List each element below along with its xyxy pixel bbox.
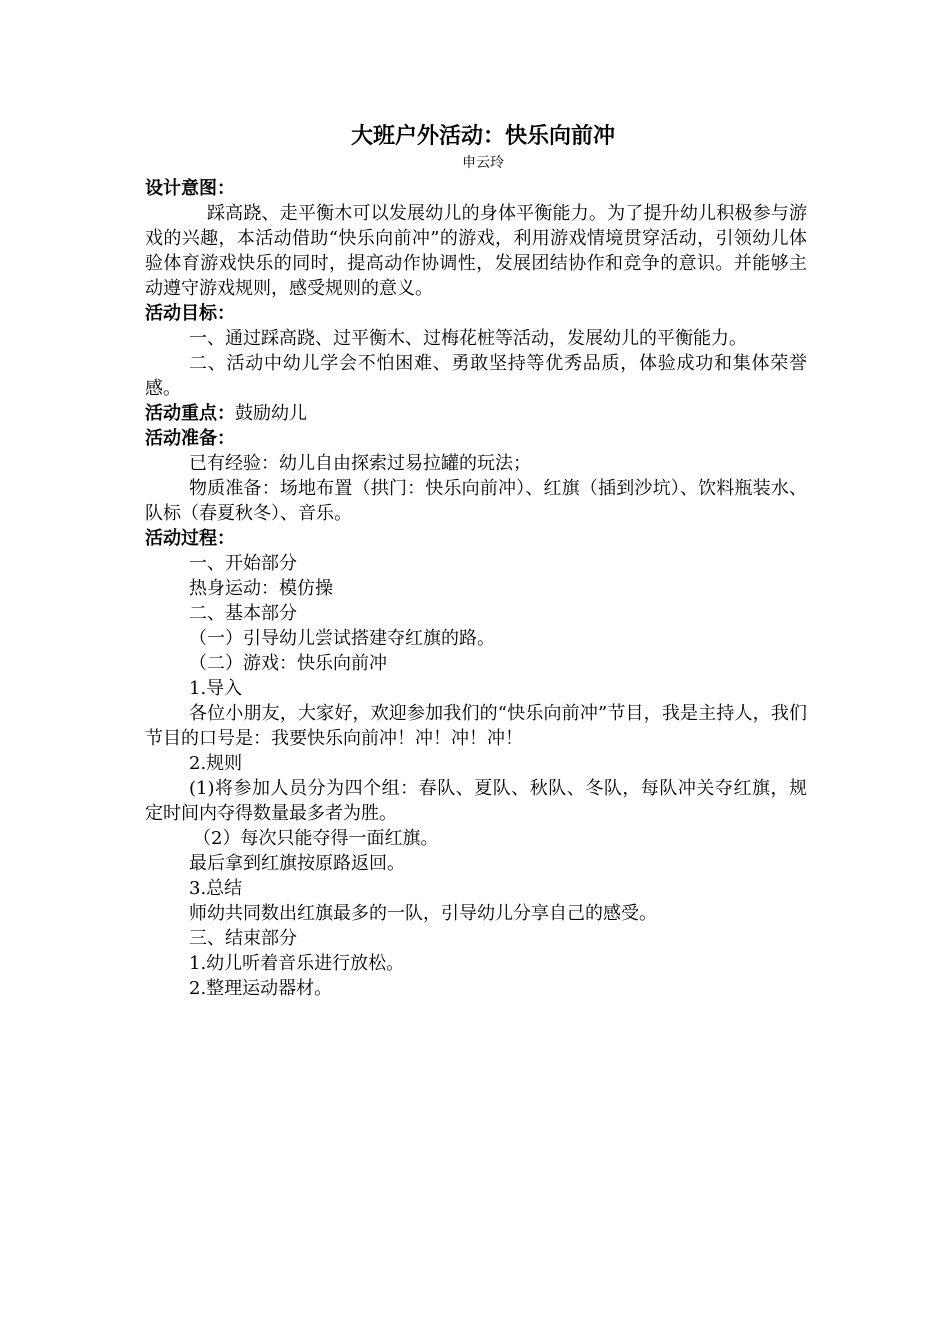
process-step: 2.整理运动器材。 — [189, 978, 333, 999]
prep-item: 已有经验：幼儿自由探索过易拉罐的玩法； — [189, 453, 531, 474]
focus-line — [145, 401, 807, 426]
process-step: 二、基本部分 — [189, 603, 297, 624]
process-heading: 活动过程： — [145, 528, 235, 549]
process-step: 2.规则 — [189, 753, 243, 774]
process-step: 1.导入 — [189, 678, 243, 699]
prep-item: 物质准备：场地布置（拱门：快乐向前冲）、红旗（插到沙坑）、饮料瓶装水、 队标（春夏秋冬）、音乐。 — [145, 478, 807, 524]
process-step: （一）引导幼儿尝试搭建夺红旗的路。 — [189, 628, 495, 649]
process-step: （2）每次只能夺得一面红旗。 — [193, 828, 439, 849]
process-step: 三、结束部分 — [189, 928, 297, 949]
focus-heading: 活动重点： — [145, 403, 235, 424]
process-step: (1)将参加人员分为四个组：春队、夏队、秋队、冬队，每队冲关夺红旗，规定时间内夺得数量最多者为胜。 — [145, 778, 807, 824]
focus-text: 鼓励幼儿 — [235, 403, 307, 424]
document-page — [145, 122, 807, 1001]
process-step: 师幼共同数出红旗最多的一队，引导幼儿分享自己的感受。 — [189, 903, 657, 924]
prep-heading: 活动准备： — [145, 428, 235, 449]
goal-item: 一、通过踩高跷、过平衡木、过梅花桩等活动，发展幼儿的平衡能力。 — [189, 328, 747, 349]
process-step: 3.总结 — [189, 878, 243, 899]
process-step: 最后拿到红旗按原路返回。 — [189, 853, 405, 874]
process-step: 各位小朋友，大家好，欢迎参加我们的“快乐向前冲”节目，我是主持人，我们节目的口号是：我要快乐向前冲！冲！冲！冲！ — [145, 703, 807, 749]
intent-heading: 设计意图： — [145, 178, 235, 199]
process-step: 1.幼儿听着音乐进行放松。 — [189, 953, 405, 974]
goal-item: 二、活动中幼儿学会不怕困难、勇敢坚持等优秀品质，体验成功和集体荣誉感。 — [145, 353, 807, 399]
process-step: 热身运动：模仿操 — [189, 578, 333, 599]
process-step: 一、开始部分 — [189, 553, 297, 574]
process-step: （二）游戏：快乐向前冲 — [189, 653, 387, 674]
goals-heading: 活动目标： — [145, 303, 235, 324]
intent-body: 踩高跷、走平衡木可以发展幼儿的身体平衡能力。为了提升幼儿积极参与游戏的兴趣，本活动借助“快乐向前冲”的游戏，利用游戏情境贯穿活动，引领幼儿体验体育游戏快乐的同时，提高动作协调性，发展团结协作和竞争的意识。并能够主动遵守游戏规则，感受规则的意义。 — [145, 203, 807, 299]
document-title: 大班户外活动：快乐向前冲 — [350, 124, 615, 149]
author-name: 申云玲 — [462, 155, 504, 171]
